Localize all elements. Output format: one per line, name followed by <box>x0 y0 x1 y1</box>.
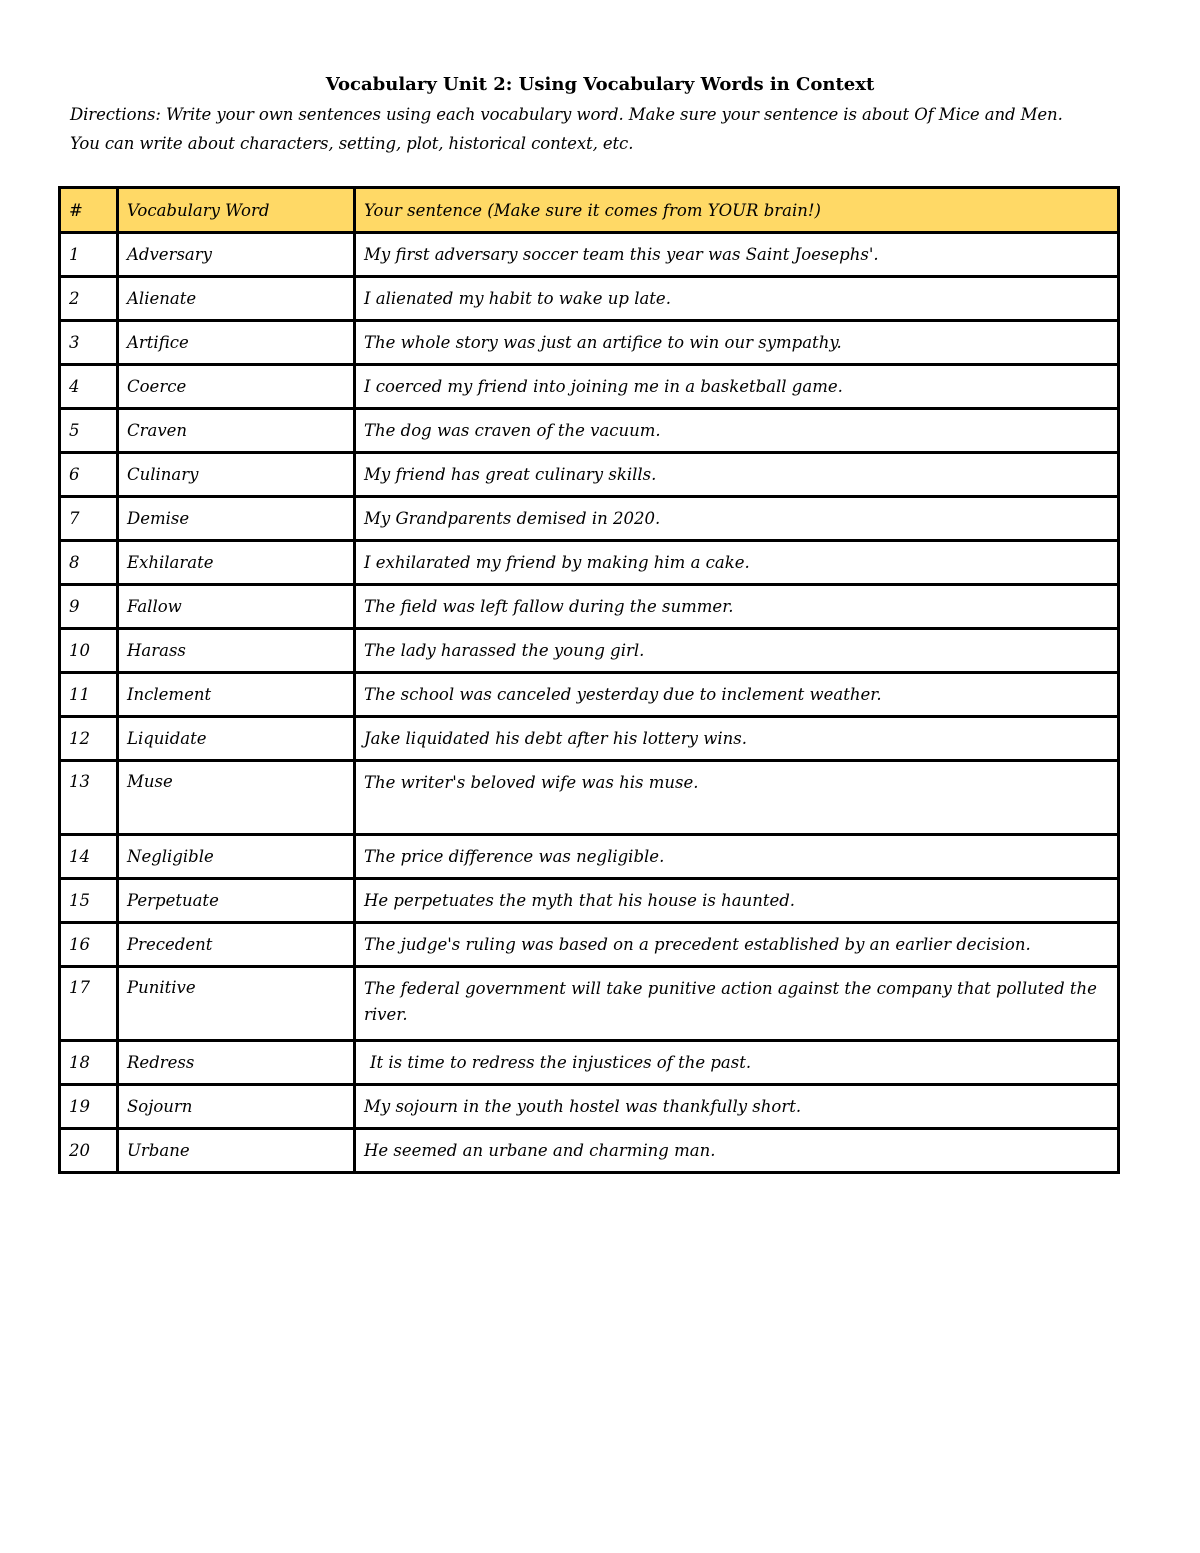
table-row <box>60 1085 1119 1129</box>
vocabulary-table <box>58 186 1120 1174</box>
vocabulary-word: Urbane <box>118 1129 355 1173</box>
sentence-cell[interactable]: I exhilarated my friend by making him a cake. <box>355 541 1119 585</box>
sentence-cell[interactable]: The dog was craven of the vacuum. <box>355 409 1119 453</box>
row-number: 14 <box>60 835 118 879</box>
vocabulary-word: Punitive <box>118 967 355 1041</box>
sentence-cell[interactable]: My sojourn in the youth hostel was thankfully short. <box>355 1085 1119 1129</box>
sentence-cell[interactable]: He perpetuates the myth that his house is haunted. <box>355 879 1119 923</box>
vocabulary-word: Inclement <box>118 673 355 717</box>
vocabulary-word: Muse <box>118 761 355 835</box>
header-vocabulary-word: Vocabulary Word <box>118 188 355 233</box>
vocabulary-word: Craven <box>118 409 355 453</box>
table-row <box>60 879 1119 923</box>
row-number: 9 <box>60 585 118 629</box>
vocabulary-word: Fallow <box>118 585 355 629</box>
table-row <box>60 453 1119 497</box>
sentence-cell[interactable]: My Grandparents demised in 2020. <box>355 497 1119 541</box>
sentence-cell[interactable]: I alienated my habit to wake up late. <box>355 277 1119 321</box>
row-number: 2 <box>60 277 118 321</box>
row-number: 16 <box>60 923 118 967</box>
sentence-cell[interactable]: The lady harassed the young girl. <box>355 629 1119 673</box>
table-row <box>60 629 1119 673</box>
row-number: 17 <box>60 967 118 1041</box>
vocabulary-word: Alienate <box>118 277 355 321</box>
vocabulary-word: Adversary <box>118 233 355 277</box>
directions-line-2: You can write about characters, setting, plot, historical context, etc. <box>70 134 634 153</box>
vocabulary-word: Precedent <box>118 923 355 967</box>
sentence-cell[interactable]: The writer's beloved wife was his muse. <box>355 761 1119 835</box>
row-number: 7 <box>60 497 118 541</box>
table-row <box>60 321 1119 365</box>
row-number: 15 <box>60 879 118 923</box>
vocabulary-word: Negligible <box>118 835 355 879</box>
vocabulary-word: Coerce <box>118 365 355 409</box>
header-number: # <box>60 188 118 233</box>
row-number: 6 <box>60 453 118 497</box>
sentence-cell[interactable]: The school was canceled yesterday due to inclement weather. <box>355 673 1119 717</box>
sentence-cell[interactable]: He seemed an urbane and charming man. <box>355 1129 1119 1173</box>
row-number: 19 <box>60 1085 118 1129</box>
table-row <box>60 1041 1119 1085</box>
directions <box>70 100 1140 158</box>
directions-line-1: Directions: Write your own sentences using each vocabulary word. Make sure your sentence is about Of Mice and Men. <box>70 105 1063 124</box>
row-number: 13 <box>60 761 118 835</box>
vocabulary-word: Liquidate <box>118 717 355 761</box>
row-number: 8 <box>60 541 118 585</box>
sentence-cell[interactable]: The federal government will take punitive action against the company that polluted the river. <box>355 967 1119 1041</box>
sentence-cell[interactable]: The judge's ruling was based on a precedent established by an earlier decision. <box>355 923 1119 967</box>
table-row <box>60 233 1119 277</box>
row-number: 18 <box>60 1041 118 1085</box>
vocabulary-word: Redress <box>118 1041 355 1085</box>
table-row <box>60 541 1119 585</box>
row-number: 20 <box>60 1129 118 1173</box>
table-row <box>60 717 1119 761</box>
table-row <box>60 967 1119 1041</box>
row-number: 3 <box>60 321 118 365</box>
table-row <box>60 365 1119 409</box>
sentence-cell[interactable]: It is time to redress the injustices of the past. <box>355 1041 1119 1085</box>
table-row <box>60 923 1119 967</box>
vocabulary-word: Exhilarate <box>118 541 355 585</box>
vocabulary-word: Sojourn <box>118 1085 355 1129</box>
vocabulary-word: Demise <box>118 497 355 541</box>
sentence-cell[interactable]: My first adversary soccer team this year was Saint Joesephs'. <box>355 233 1119 277</box>
table-row <box>60 497 1119 541</box>
vocabulary-word: Culinary <box>118 453 355 497</box>
table-row <box>60 835 1119 879</box>
row-number: 11 <box>60 673 118 717</box>
sentence-cell[interactable]: The field was left fallow during the summer. <box>355 585 1119 629</box>
vocabulary-word: Harass <box>118 629 355 673</box>
sentence-cell[interactable]: The price difference was negligible. <box>355 835 1119 879</box>
row-number: 10 <box>60 629 118 673</box>
sentence-cell[interactable]: Jake liquidated his debt after his lottery wins. <box>355 717 1119 761</box>
table-header-row <box>60 188 1119 233</box>
row-number: 5 <box>60 409 118 453</box>
table-row <box>60 761 1119 835</box>
row-number: 4 <box>60 365 118 409</box>
vocabulary-word: Perpetuate <box>118 879 355 923</box>
table-row <box>60 673 1119 717</box>
table-row <box>60 409 1119 453</box>
vocabulary-word: Artifice <box>118 321 355 365</box>
table-row <box>60 585 1119 629</box>
sentence-cell[interactable]: My friend has great culinary skills. <box>355 453 1119 497</box>
table-row <box>60 1129 1119 1173</box>
page-title: Vocabulary Unit 2: Using Vocabulary Words in Context <box>325 74 875 95</box>
row-number: 12 <box>60 717 118 761</box>
table-row <box>60 277 1119 321</box>
header-sentence: Your sentence (Make sure it comes from YOUR brain!) <box>355 188 1119 233</box>
row-number: 1 <box>60 233 118 277</box>
sentence-cell[interactable]: The whole story was just an artifice to win our sympathy. <box>355 321 1119 365</box>
sentence-cell[interactable]: I coerced my friend into joining me in a basketball game. <box>355 365 1119 409</box>
